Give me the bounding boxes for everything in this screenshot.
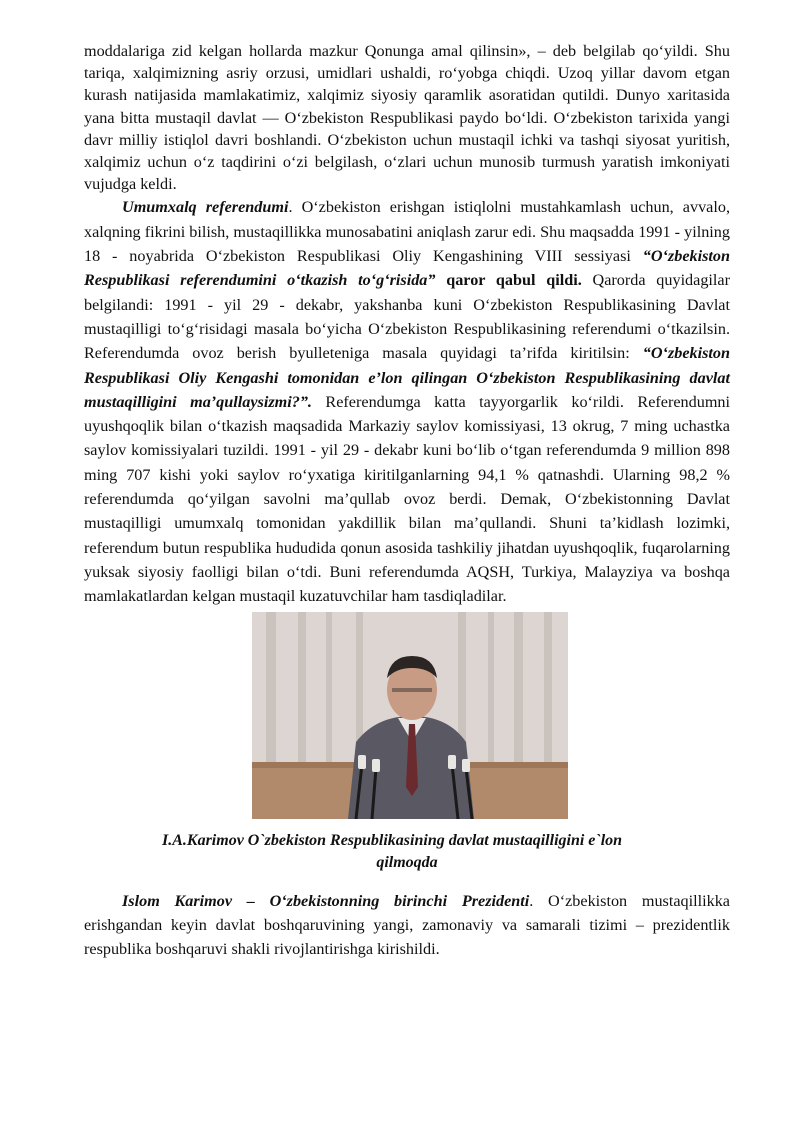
karimov-photo <box>252 612 568 819</box>
paragraph-president <box>84 890 730 961</box>
paragraph-intro: moddalariga zid kelgan hollarda mazkur Qonunga amal qilinsin», – deb belgilab qo‘yildi. Shu tariqa, xalqimizning asriy orzusi, umidlari ushaldi, ro‘yobga chiqdi. Uzoq yillar davom etgan kurash natijasida mamlakatimiz, xalqimiz siyosiy qaramlik asoratidan qutildi. Dunyo xaritasida yana bitta mustaqil davlat — O‘zbekiston Respublikasi paydo bo‘ldi. O‘zbekiston tarixida yangi davr milliy istiqlol davri boshlandi. O‘zbekiston uchun mustaqil ichki va tashqi siyosat yuritish, xalqimiz uchun o‘z taqdirini o‘zi belgilash, o‘zlari uchun munosib turmush yaratish imkoniyati vujudga keldi. <box>84 42 730 194</box>
president-text: . O‘zbekiston mustaqillikka erishgandan keyin davlat boshqaruvining yangi, zamonaviy va samarali tizimi – prezidentlik respublika boshqaruvi shakli rivojlantirishga kirishildi. <box>84 892 730 958</box>
ballot-question: “O‘zbekiston Respublikasi Oliy Kengashi tomonidan e’lon qilingan O‘zbekiston Respublikasining davlat mustaqilligini ma’qullaysizmi?”. <box>84 344 730 411</box>
resolution-adopted: qaror qabul qildi. <box>435 271 582 290</box>
referendum-text-2: Qarorda quyidagilar belgilandi: 1991 - yil 29 - dekabr, yakshanba kuni O‘zbekiston Respublikasining Davlat mustaqilligi to‘g‘risidagi masala bo‘yicha O‘zbekiston Respublikasining referendumi o‘tkazilsin. Referendumda ovoz berish byulleteniga masala quyidagi ta’rifda kiritilsin: <box>84 271 731 363</box>
resolution-title: “O‘zbekiston Respublikasi referendumini o‘tkazish to‘g‘risida” <box>84 247 730 290</box>
referendum-text-3: Referendumga katta tayyorgarlik ko‘rildi. Referendumni uyushqoqlik bilan o‘tkazish maqsadida Markaziy saylov komissiyasi, 13 okrug, 7 ming uchastka saylov komissiyalari tuzildi. 1991 - yil 29 - dekabr kuni bo‘lib o‘tgan referendumda 9 million 898 ming 707 kishi yoki saylov ro‘yxatiga kiritilganlarning 94,1 % qatnashdi. Ularning 98,2 % referendumda qo‘yilgan savolni ma’qullab ovoz berdi. Demak, O‘zbekistonning Davlat mustaqilligi umumxalq tomonidan yakdillik bilan ma’qullandi. Shuni ta’kidlash lozimki, referendum butun respublika hududida qonun asosida tashkiliy jihatdan uyushqoqlik, fuqarolarning yuksak siyosiy faolligi bilan o‘tdi. Buni referendumda AQSH, Turkiya, Malayziya va boshqa mamlakatlardan kelgan mustaqil kuzatuvchilar ham tasdiqladilar. <box>84 392 730 606</box>
document-page <box>84 40 730 961</box>
referendum-text-1: . O‘zbekiston erishgan istiqlolni mustahkamlash uchun, avvalo, xalqning fikrini bilish, mustaqillikka munosabatini aniqlash zarur edi. Shu maqsadda 1991 - yilning 18 - noyabrida O‘zbekiston Respublikasi Oliy Kengashining VIII sessiyasi <box>84 198 731 266</box>
photo-caption <box>84 830 730 874</box>
figure <box>84 612 730 824</box>
paragraph-referendum <box>84 195 730 608</box>
caption-line-1: I.A.Karimov O`zbekiston Respublikasining davlat mustaqilligini e`lon <box>162 832 623 850</box>
heading-president: Islom Karimov – O‘zbekistonning birinchi Prezidenti <box>122 892 530 911</box>
photo-illustration <box>252 612 568 819</box>
heading-referendum: Umumxalq referendumi <box>122 198 289 217</box>
caption-line-2: qilmoqda <box>376 854 438 872</box>
